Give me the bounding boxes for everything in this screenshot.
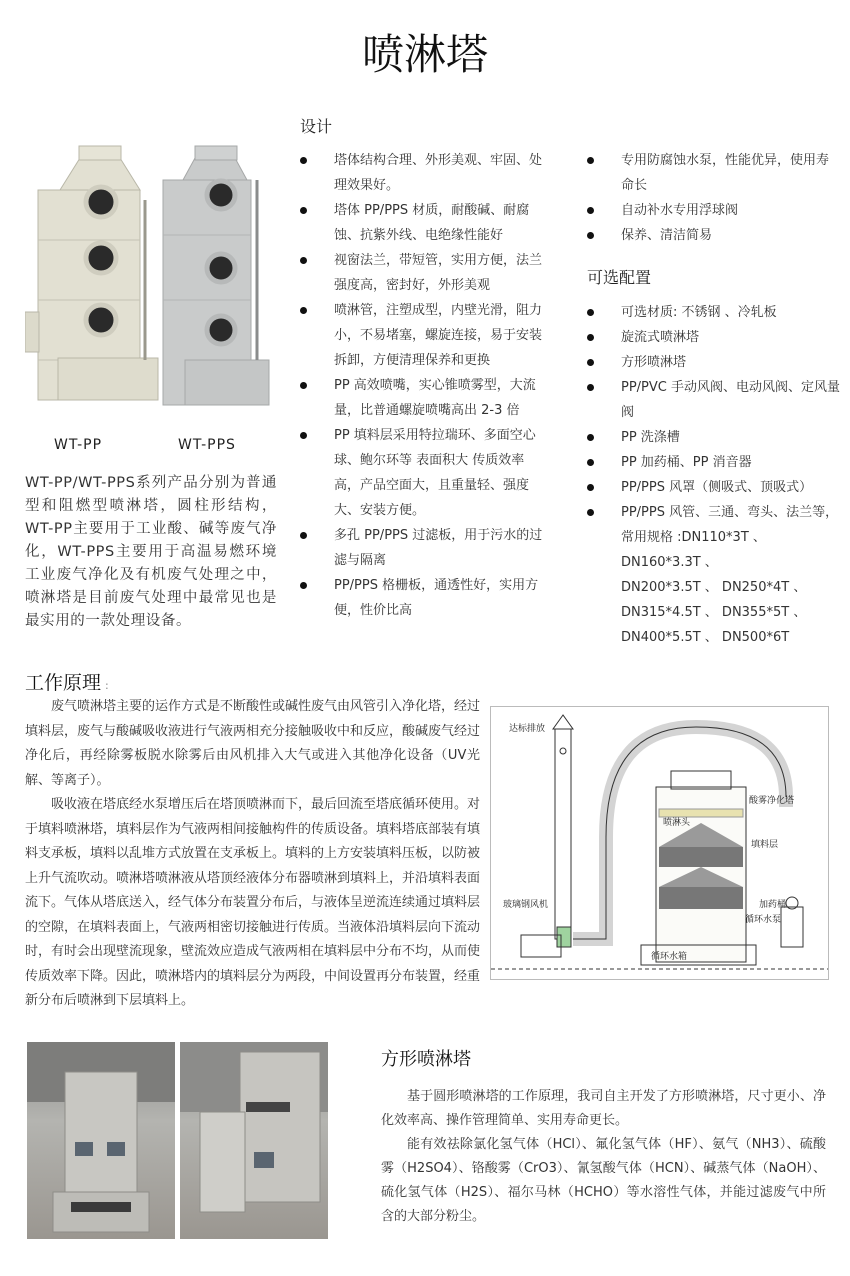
process-diagram — [490, 706, 829, 980]
square-heading: 方形喷淋塔 — [381, 1049, 471, 1070]
principle-heading-text: 工作原理 — [25, 672, 102, 694]
list-item: 方形喷淋塔 — [587, 350, 842, 375]
tower-label-pp: WT-PP — [54, 437, 103, 453]
principle-text — [25, 695, 480, 1014]
square-text — [381, 1085, 826, 1229]
principle-colon: : — [105, 679, 109, 692]
list-item: 自动补水专用浮球阀 — [587, 198, 839, 223]
list-item: 可选材质: 不锈钢 、冷轧板 — [587, 300, 842, 325]
square-tower-graphic-1 — [27, 1042, 175, 1239]
principle-paragraph-1: 废气喷淋塔主要的运作方式是不断酸性或碱性废气由风管引入净化塔，经过填料层，废气与酸碱吸收液进行气液两相充分接触吸收中和反应，酸碱废气经过净化后，再经除雾板脱水除雾后由风机排入大气或进入其他净化设备（UV光解、等离子）。 — [25, 699, 481, 788]
design-list-right — [587, 148, 839, 248]
spec-line: DN200*3.5T 、 DN250*4T 、 — [621, 580, 807, 595]
square-tower-photo-1 — [27, 1042, 175, 1239]
intro-paragraph: WT-PP/WT-PPS系列产品分别为普通型和阻燃型喷淋塔，圆柱形结构，WT-PP主要用于工业酸、碱等废气净化，WT-PPS主要用于高温易燃环境工业废气净化及有机废气处理之中，喷淋塔是目前废气处理中最常见也是最实用的一款处理设备。 — [25, 475, 277, 629]
spec-line: DN400*5.5T 、 DN500*6T — [621, 630, 790, 645]
list-item: 视窗法兰，带短管，实用方便，法兰强度高，密封好，外形美观 — [300, 248, 550, 298]
design-heading: 设计 — [300, 117, 333, 136]
list-item: 塔体 PP/PPS 材质，耐酸碱、耐腐蚀、抗紫外线、电绝缘性能好 — [300, 198, 550, 248]
list-item: 塔体结构合理、外形美观、牢固、处理效果好。 — [300, 148, 550, 198]
list-item: 专用防腐蚀水泵，性能优异，使用寿命长 — [587, 148, 839, 198]
tower-photos — [25, 140, 280, 460]
label-tank: 循环水箱 — [651, 952, 688, 962]
list-item: PP/PVC 手动风阀、电动风阀、定风量阀 — [587, 375, 842, 425]
label-spray-head: 喷淋头 — [663, 818, 691, 828]
list-item: PP/PPS 风罩（侧吸式、顶吸式） — [587, 475, 842, 500]
process-diagram-svg — [491, 707, 828, 979]
pps-tower-graphic — [163, 146, 269, 405]
optional-list — [587, 300, 842, 650]
pp-tower-graphic — [25, 146, 158, 400]
page-title: 喷淋塔 — [361, 30, 488, 79]
square-tower-photo-2 — [180, 1042, 328, 1239]
label-pump: 循环水泵 — [745, 915, 782, 925]
principle-heading — [25, 668, 109, 695]
design-list-left — [300, 148, 550, 623]
list-item: 保养、清洁简易 — [587, 223, 839, 248]
square-paragraph-2: 能有效祛除氯化氢气体（HCl）、氟化氢气体（HF）、氨气（NH3）、硫酸雾（H2SO4）、铬酸雾（CrO3）、氰氢酸气体（HCN）、碱蒸气体（NaOH）、硫化氢气体（H2S）、福尔马林（HCHO）等水溶性气体，并能过滤废气中所含的大部分粉尘。 — [381, 1137, 826, 1224]
list-item-pipes — [587, 500, 842, 650]
tower-label-pps: WT-PPS — [178, 437, 236, 453]
spec-line: DN315*4.5T 、 DN355*5T 、 — [621, 605, 807, 620]
list-item: 旋流式喷淋塔 — [587, 325, 842, 350]
label-packing: 填料层 — [751, 840, 779, 850]
label-dosing: 加药桶 — [759, 900, 787, 910]
label-outlet: 达标排放 — [509, 724, 546, 734]
spec-line: 常用规格 :DN110*3T 、DN160*3.3T 、 — [621, 530, 766, 570]
list-item: PP 加药桶、PP 消音器 — [587, 450, 842, 475]
optional-heading: 可选配置 — [587, 268, 652, 287]
list-item: PP 填料层采用特拉瑞环、多面空心球、鲍尔环等 表面积大 传质效率高，产品空面大，且重量轻、强度大、安装方便。 — [300, 423, 550, 523]
square-paragraph-1: 基于圆形喷淋塔的工作原理，我司自主开发了方形喷淋塔，尺寸更小、净化效率高、操作管理简单、实用寿命更长。 — [381, 1089, 826, 1128]
tower-illustration — [25, 140, 280, 460]
label-acid-tower: 酸雾净化塔 — [749, 796, 795, 806]
principle-paragraph-2: 吸收液在塔底经水泵增压后在塔顶喷淋而下，最后回流至塔底循环使用。对于填料喷淋塔，填料层作为气液两相间接触构件的传质设备。填料塔底部装有填料支承板，填料以乱堆方式放置在支承板上。填料的上方安装填料压板，以防被上升气流吹动。喷淋塔喷淋液从塔顶经液体分布器喷淋到填料上，并沿填料表面流下。气体从塔底送入，经气体分布装置分布后，与液体呈逆流连续通过填料层的空隙，在填料表面上，气液两相密切接触进行传质。当液体沿填料层向下流动时，有时会出现壁流现象，壁流效应造成气液两相在填料层中分布不均，从而使传质效率下降。因此，喷淋塔内的填料层分为两段，中间设置再分布装置，经重新分布后喷淋到下层填料上。 — [25, 797, 481, 1008]
list-item: 多孔 PP/PPS 过滤板，用于污水的过滤与隔离 — [300, 523, 550, 573]
square-tower-graphic-2 — [180, 1042, 328, 1239]
list-item: PP 洗涤槽 — [587, 425, 842, 450]
label-fan: 玻璃钢风机 — [503, 900, 549, 910]
pipes-text: PP/PPS 风管、三通、弯头、法兰等， — [621, 505, 839, 520]
list-item: PP/PPS 格栅板，通透性好，实用方便，性价比高 — [300, 573, 550, 623]
list-item: 喷淋管，注塑成型，内壁光滑，阻力小，不易堵塞，螺旋连接，易于安装拆卸，方便清理保养和更换 — [300, 298, 550, 373]
list-item: PP 高效喷嘴，实心锥喷雾型，大流量，比普通螺旋喷嘴高出 2-3 倍 — [300, 373, 550, 423]
